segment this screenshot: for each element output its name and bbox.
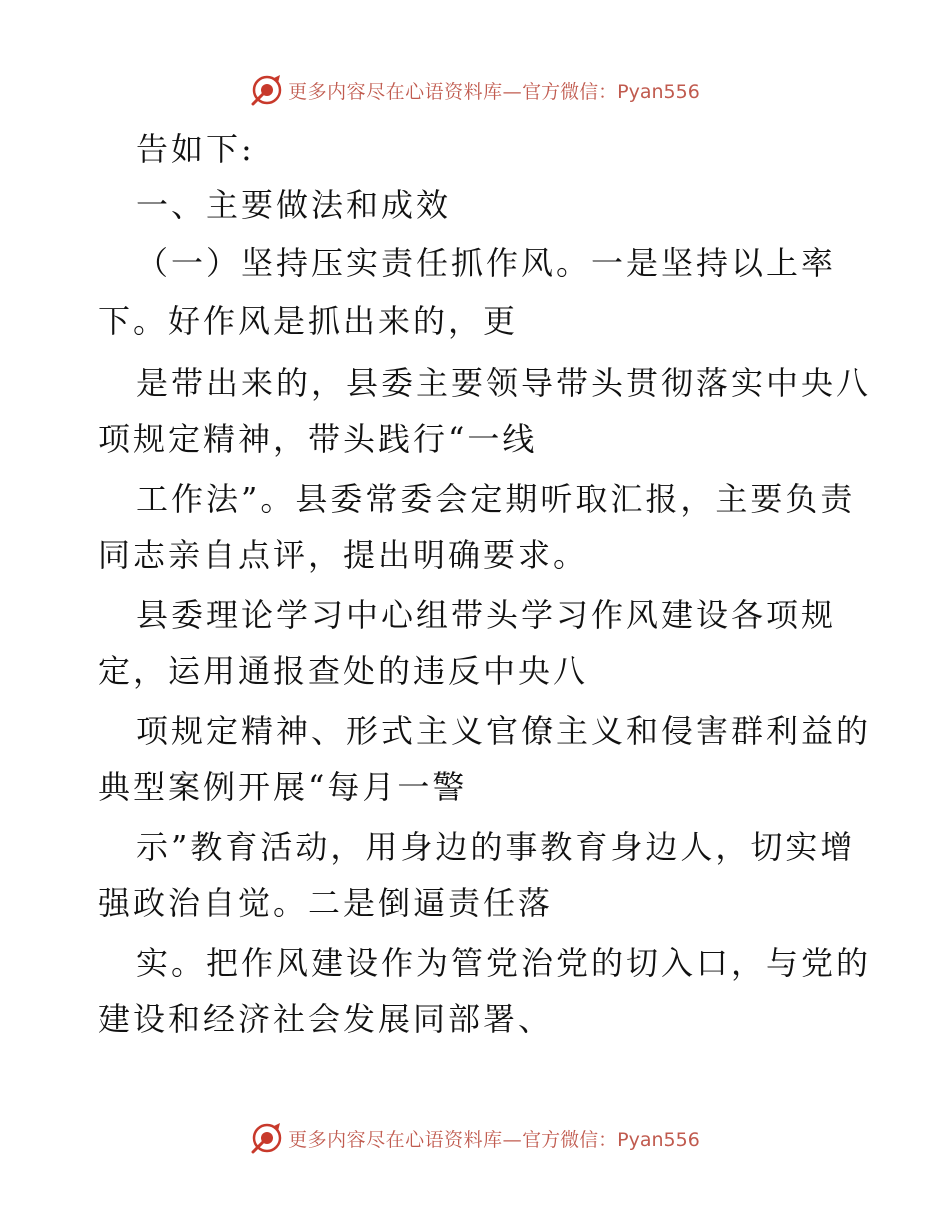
- text-line: 下。好作风是抓出来的，更: [98, 302, 519, 340]
- text-line: 强政治自觉。二是倒逼责任落: [98, 884, 554, 922]
- pen-logo-icon: [250, 1121, 284, 1155]
- text-line: 告如下:: [136, 130, 255, 168]
- text-line: 定，运用通报查处的违反中央八: [98, 652, 589, 690]
- text-line: （一）坚持压实责任抓作风。一是坚持以上率: [136, 244, 837, 282]
- watermark-wechat-text: 官方微信：Pyan556: [522, 1128, 700, 1151]
- text-line: 建设和经济社会发展同部署、: [98, 1000, 554, 1038]
- text-line: 典型案例开展“每月一警: [98, 768, 468, 806]
- watermark-wechat-text: 官方微信：Pyan556: [522, 80, 700, 103]
- pen-logo-icon: [250, 73, 284, 107]
- section-heading: 一、主要做法和成效: [136, 186, 452, 224]
- watermark-site-text: 更多内容尽在心语资料库—: [288, 1128, 523, 1151]
- text-line: 实。把作风建设作为管党治党的切入口，与党的: [136, 944, 872, 982]
- watermark-site-text: 更多内容尽在心语资料库—: [288, 80, 523, 103]
- text-line: 项规定精神，带头践行“一线: [98, 420, 538, 458]
- text-line: 工作法”。县委常委会定期听取汇报，主要负责: [136, 480, 856, 518]
- text-line: 示”教育活动，用身边的事教育身边人，切实增: [136, 828, 856, 866]
- text-line: 同志亲自点评，提出明确要求。: [98, 536, 589, 574]
- header-watermark: [0, 70, 950, 110]
- footer-watermark: [0, 1118, 950, 1158]
- text-line: 县委理论学习中心组带头学习作风建设各项规: [136, 596, 837, 634]
- text-line: 是带出来的，县委主要领导带头贯彻落实中央八: [136, 364, 872, 402]
- text-line: 项规定精神、形式主义官僚主义和侵害群利益的: [136, 712, 872, 750]
